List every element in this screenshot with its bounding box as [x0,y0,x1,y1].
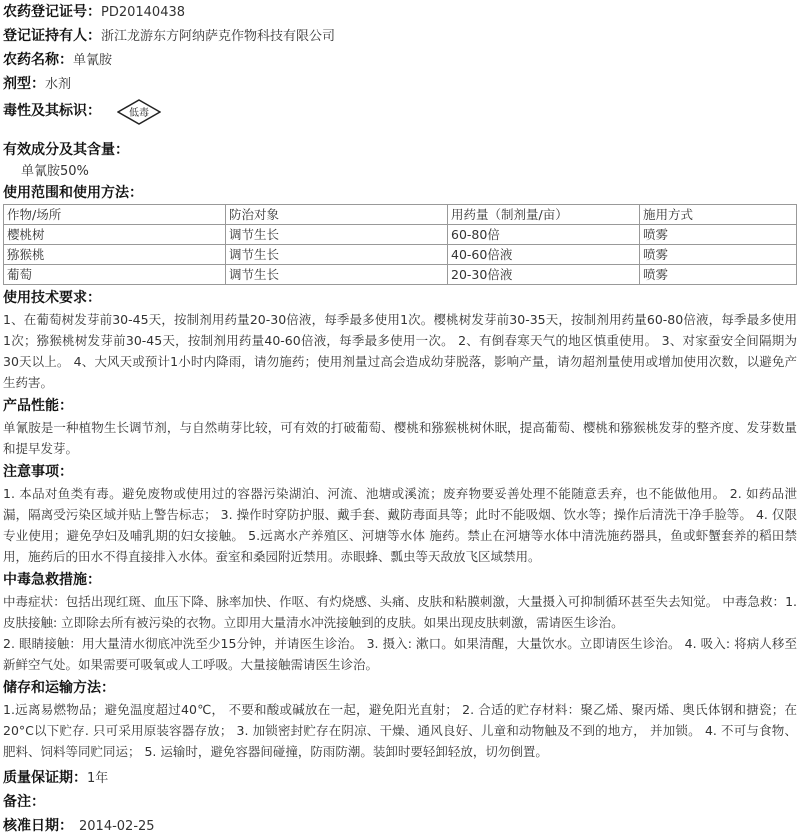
table-row [4,265,797,285]
holder-label: 登记证持有人： [3,28,101,44]
registration-value: PD20140438 [101,5,186,20]
first-aid-text [3,591,797,675]
toxicity-row [3,96,797,126]
header-target: 防治对象 [226,205,448,225]
precautions-text: 1. 本品对鱼类有毒。避免废物或使用过的容器污染湖泊、河流、池塘或溪流；废弃物要妥善处理不能随意丢弃，也不能做他用。 2. 如药品泄漏，隔离受污染区域并贴上警告标志； 3. 操作时穿防护服、戴手套、戴防毒面具等；此时不能吸烟、饮水等；操作后清洗干净手脸等。 4. 仅限专业使用；避免孕妇及哺乳期的妇女接触。 5.远离水产养殖区、河塘等水体 施药。禁止在河塘等水体中清洗施药器具，鱼或虾蟹套养的稻田禁用，施药后的田水不得直接排入水体。蚕室和桑园附近禁用。赤眼蜂、瓢虫等天敌放飞区域禁用。 [3,486,797,564]
technical-text: 1、在葡萄树发芽前30-45天，按制剂用药量20-30倍液，每季最多使用1次。樱桃树发芽前30-35天，按制剂用药量60-80倍液，每季最多使用1次；猕猴桃树发芽前30-45天，按制剂用药量40-60倍液，每季最多使用一次。 2、有倒春寒天气的地区慎重使用。 3、对家蚕安全间隔期为30天以上。 4、大风天或预计1小时内降雨，请勿施药；使用剂量过高会造成幼芽脱落，影响产量，请勿超剂量使用或增加使用次数，以避免产生药害。 [3,312,797,390]
warranty-row [3,766,797,790]
row-crop: 樱桃树 [4,225,226,245]
ingredient-value-row [3,162,797,182]
toxicity-badge-text: 低毒 [129,107,150,119]
header-dosage: 用药量（制剂量/亩） [448,205,640,225]
pesticide-name-label: 农药名称： [3,52,73,68]
first-aid-paragraph: 中毒症状：包括出现红斑、血压下降、脉率加快、作呕、有灼烧感、头痛、皮肤和粘膜刺激，大量摄入可抑制循环甚至失去知觉。 中毒急救：1. 皮肤接触: 立即除去所有被污染的衣物。立即用大量清水冲洗接触到的皮肤。如果出现皮肤刺激，需请医生诊治。 [3,594,797,630]
table-row [4,225,797,245]
row-method: 喷雾 [640,225,797,245]
usage-table [3,204,797,285]
holder-value: 浙江龙游东方阿纳萨克作物科技有限公司 [101,29,336,44]
usage-title: 使用范围和使用方法： [3,185,143,201]
row-crop: 猕猴桃 [4,245,226,265]
registration-label: 农药登记证号： [3,4,101,20]
holder-row [3,24,797,48]
formulation-row [3,72,797,96]
row-method: 喷雾 [640,265,797,285]
usage-table-header [4,205,797,225]
storage-text: 1.远离易燃物品；避免温度超过40℃， 不要和酸或碱放在一起，避免阳光直射； 2. 合适的贮存材料：聚乙烯、聚丙烯、奥氏体钢和搪瓷；在 20°C以下贮存. 只可采用原装容器存放； 3. 加锁密封贮存在阴凉、干燥、通风良好、儿童和动物触及不到的地方， 并加锁。 4. 不可与食物、肥料、饲料等同贮同运； 5. 运输时，避免容器间碰撞，防雨防潮。装卸时要轻卸轻放，切勿倒置。 [3,702,797,759]
row-target: 调节生长 [226,265,448,285]
warranty-value: 1年 [87,771,109,786]
remarks-label: 备注： [3,794,45,810]
row-target: 调节生长 [226,225,448,245]
first-aid-title: 中毒急救措施： [3,572,101,588]
registration-row [3,0,797,24]
approval-date-label: 核准日期： [3,818,73,834]
row-dosage: 60-80倍 [448,225,640,245]
name-row [3,48,797,72]
performance-title: 产品性能： [3,398,73,414]
toxicity-label: 毒性及其标识： [3,103,101,119]
header-crop: 作物/场所 [4,205,226,225]
technical-title: 使用技术要求： [3,290,101,306]
table-row [4,245,797,265]
approval-date-value: 2014-02-25 [79,819,155,834]
row-crop: 葡萄 [4,265,226,285]
ingredient-row [3,138,797,162]
row-method: 喷雾 [640,245,797,265]
warranty-label: 质量保证期： [3,770,87,786]
formulation-label: 剂型： [3,76,45,92]
header-method: 施用方式 [640,205,797,225]
row-dosage: 40-60倍液 [448,245,640,265]
ingredient-label: 有效成分及其含量： [3,142,129,158]
performance-text: 单氰胺是一种植物生长调节剂，与自然萌芽比较，可有效的打破葡萄、樱桃和猕猴桃树休眠，提高葡萄、樱桃和猕猴桃发芽的整齐度、发芽数量和提早发芽。 [3,420,797,456]
first-aid-paragraph: 2. 眼睛接触：用大量清水彻底冲洗至少15分钟，并请医生诊治。 3. 摄入: 漱口。如果清醒，大量饮水。立即请医生诊治。 4. 吸入: 将病人移至新鲜空气处。如果需要可吸氧或人工呼吸。大量接触需请医生诊治。 [3,636,797,672]
precautions-title: 注意事项： [3,464,73,480]
ingredient-value: 单氰胺50% [21,164,89,179]
low-toxicity-diamond-icon [117,99,161,125]
pesticide-name-value: 单氰胺 [73,53,113,68]
storage-title: 储存和运输方法： [3,680,115,696]
row-dosage: 20-30倍液 [448,265,640,285]
formulation-value: 水剂 [45,77,72,92]
remarks-row [3,790,797,814]
row-target: 调节生长 [226,245,448,265]
approval-date-row [3,814,797,838]
